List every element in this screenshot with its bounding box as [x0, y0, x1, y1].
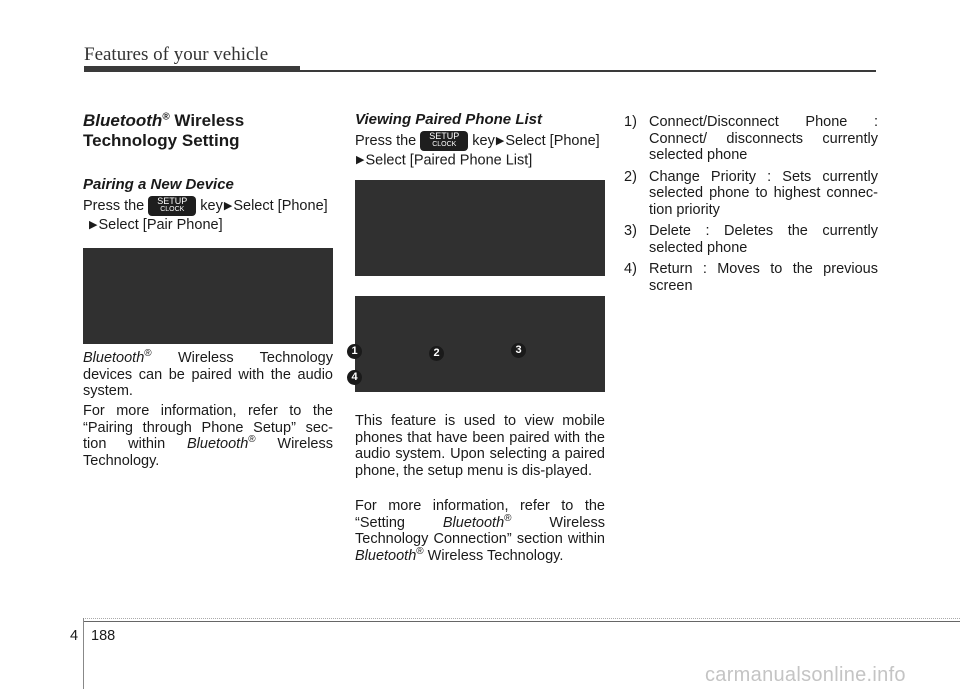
- viewing-more-info-reg: ®: [504, 512, 512, 524]
- viewing-more-info-brand: Bluetooth: [442, 514, 505, 531]
- pairing-instructions: [83, 196, 335, 234]
- callout-badge-4: 4: [347, 370, 362, 385]
- viewing-heading: Viewing Paired Phone List: [355, 111, 542, 128]
- viewing-more-info-1: For more information, refer to the “Setting: [355, 498, 605, 531]
- pairing-description: [83, 350, 333, 400]
- header-rule-thick: [84, 66, 300, 72]
- header-rule-thin: [300, 70, 876, 72]
- triangle-right-icon: ▶: [89, 219, 98, 232]
- triangle-right-icon: ▶: [495, 134, 505, 147]
- footer-vertical-rule: [83, 618, 84, 689]
- section-title: [83, 111, 333, 151]
- chapter-number: 4: [70, 628, 79, 644]
- viewing-select-phone: Select [Phone]: [505, 132, 600, 149]
- viewing-more-info-2: Wireless Technology Connection” section within: [355, 514, 605, 547]
- viewing-more-info: [355, 498, 605, 564]
- viewing-description: This feature is used to view mobile phones that have been paired with the audio system. Upon selecting a paired phone, the setup menu is dis-played.: [355, 413, 605, 479]
- function-list: [624, 114, 878, 299]
- section-title-rest2: Technology Setting: [83, 131, 240, 150]
- list-item: 1) Connect/Disconnect Phone : Connect/ disconnects currently selected phone: [624, 114, 878, 163]
- phone-list-screen-image-top: [355, 180, 605, 276]
- pairing-desc-brand: Bluetooth: [83, 350, 145, 366]
- section-title-reg: ®: [162, 111, 170, 123]
- viewing-more-info-3: Wireless Technology.: [423, 547, 564, 564]
- pairing-more-info-reg: ®: [248, 434, 256, 446]
- pairing-heading: Pairing a New Device: [83, 176, 234, 193]
- pairing-select-pair: Select [Pair Phone]: [98, 217, 223, 233]
- watermark-text: carmanualsonline.info: [705, 664, 906, 686]
- setup-clock-key: SETUP CLOCK: [420, 131, 468, 151]
- viewing-instructions: [355, 131, 609, 170]
- section-title-brand: Bluetooth: [83, 111, 163, 130]
- list-item: 4) Return : Moves to the previous screen: [624, 261, 878, 294]
- triangle-right-icon: ▶: [356, 154, 365, 166]
- viewing-after-key: key: [468, 132, 495, 149]
- page-header-title: Features of your vehicle: [84, 44, 269, 65]
- callout-badge-2: 2: [429, 346, 444, 361]
- triangle-right-icon: ▶: [223, 200, 233, 212]
- viewing-press-the: Press the: [355, 132, 417, 149]
- callout-badge-1: 1: [347, 344, 362, 359]
- footer-rule: [83, 621, 960, 622]
- viewing-select-list: Select [Paired Phone List]: [365, 152, 533, 169]
- pairing-more-info-2: Wireless Technology.: [83, 436, 333, 469]
- pairing-desc-rest: Wireless Technology devices can be paired with the audio system.: [83, 350, 333, 399]
- page-number: 188: [91, 628, 116, 644]
- section-title-rest1: Wireless: [169, 111, 245, 130]
- pairing-press-the: Press the: [83, 197, 145, 214]
- phone-list-screen-image-bottom: [355, 296, 605, 392]
- pairing-select-phone: Select [Phone]: [233, 197, 328, 214]
- list-item: 2) Change Priority : Sets currently selected phone to highest connec-tion priority: [624, 168, 878, 218]
- pairing-more-info-brand: Bluetooth: [186, 436, 249, 452]
- list-item: 3) Delete : Deletes the currently selected phone: [624, 223, 878, 256]
- pairing-desc-reg: ®: [144, 348, 152, 360]
- callout-badge-3: 3: [511, 343, 526, 358]
- pairing-more-info: [83, 403, 333, 469]
- pairing-more-info-1: For more information, refer to the “Pairing through Phone Setup” sec-tion within: [83, 403, 333, 452]
- pairing-after-key: key: [196, 197, 223, 214]
- pair-phone-screen-image: [83, 248, 333, 344]
- viewing-more-info-brand2: Bluetooth: [355, 547, 417, 564]
- footer-dotted-rule: [83, 618, 960, 619]
- setup-clock-key: SETUP CLOCK: [148, 196, 196, 216]
- viewing-more-info-reg2: ®: [416, 545, 424, 557]
